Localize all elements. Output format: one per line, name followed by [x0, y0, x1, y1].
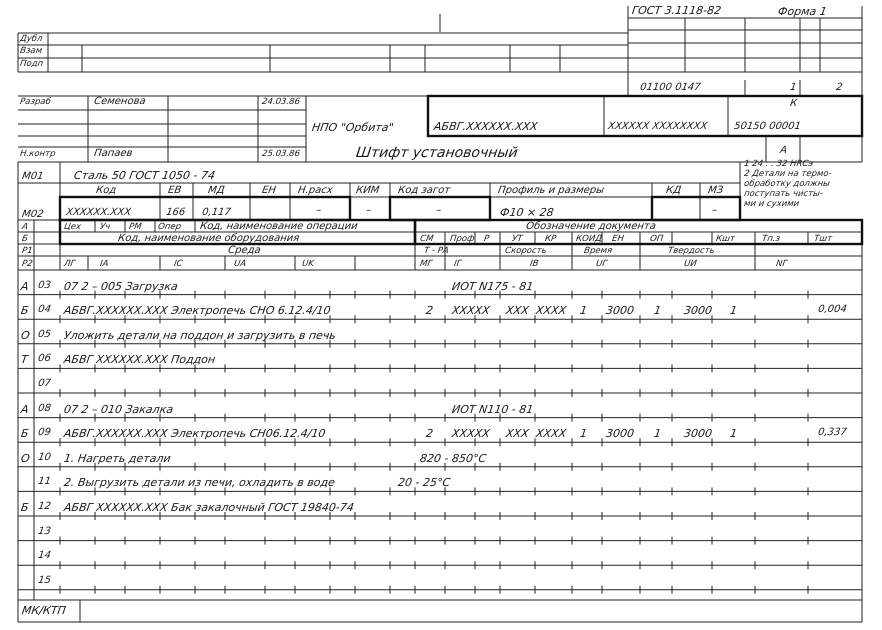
label-m02: М02: [21, 209, 45, 220]
hdr-ui: UИ: [683, 259, 698, 269]
row-text: 07 2 – 005 Загрузка: [63, 279, 179, 293]
row-value: 3000: [683, 304, 713, 318]
row-value: 3000: [605, 304, 635, 318]
hdr-ng: NГ: [775, 259, 788, 269]
row-number: 07: [37, 378, 52, 389]
material-md: 0,117: [201, 207, 232, 218]
normcontrol-name: Папаев: [93, 148, 134, 159]
hdr-ev: ЕВ: [167, 185, 183, 196]
hdr-r: Р: [483, 234, 490, 244]
part-title: Штифт установочный: [354, 145, 519, 161]
row-number: 13: [37, 525, 52, 537]
note-4: поступать чисты-: [743, 189, 824, 199]
row-value: 1: [653, 304, 662, 318]
hdr-koid: КОИД: [575, 234, 603, 244]
row-number: 03: [37, 279, 52, 291]
note-2: 2 Детали на термо-: [743, 169, 833, 179]
label-dubl: Дубл: [19, 34, 44, 44]
row-doc: ИОТ N175 - 81: [451, 279, 535, 293]
row-text: 2. Выгрузить детали из печи, охладить в воде: [63, 476, 336, 490]
row-type: О: [20, 328, 31, 342]
hdr-mg: МГ: [419, 259, 433, 269]
note-3: обработку должны: [743, 179, 831, 189]
row-value: XXX: [505, 304, 530, 318]
row-number: 12: [37, 501, 52, 512]
row-value: XXXX: [535, 427, 568, 441]
letter-a: А: [779, 145, 788, 156]
row-number: 14: [37, 550, 52, 562]
row-extra: 820 - 850°С: [419, 451, 488, 465]
hdr-kod: Код: [95, 185, 117, 196]
developer-name: Семенова: [93, 96, 147, 107]
row-number: 15: [37, 574, 52, 586]
hdr-t-ra: Т - РА: [423, 246, 450, 256]
hdr-doc-designation: Обозначение документа: [525, 221, 657, 232]
hdr-speed: Скорость: [504, 246, 548, 256]
doc-designation: АБВГ.XXXXXX.XXX: [433, 120, 539, 133]
row-text: Уложить детали на поддон и загрузить в печь: [63, 328, 337, 342]
row-value: XXXXX: [451, 427, 491, 441]
hdr-ceh: Цех: [63, 222, 82, 232]
row-number: 09: [37, 427, 52, 439]
footer-label: МК/КТП: [21, 604, 67, 617]
hdr-hardness: Твердость: [667, 246, 716, 256]
row-value: 2: [425, 304, 434, 318]
hdr-kr: КР: [544, 234, 557, 244]
row-value: XXXX: [535, 304, 568, 318]
note-1: 1 24 . . 32 HRCэ: [743, 159, 814, 169]
row-text: 07 2 – 010 Закалка: [63, 402, 174, 416]
row-number: 10: [37, 451, 52, 463]
row-type: Б: [20, 304, 30, 318]
row-extra: 20 - 25°С: [397, 476, 452, 490]
material-text: Сталь 50 ГОСТ 1050 - 74: [73, 169, 216, 182]
hdr-uch: Уч: [99, 222, 111, 232]
hdr-en2: ЕН: [611, 234, 625, 244]
hdr-md: МД: [207, 185, 226, 196]
hdr-prof: Проф: [449, 234, 476, 244]
material-profile: Ф10 × 28: [499, 206, 555, 219]
hdr-time: Время: [583, 246, 613, 256]
row-value: 1: [729, 427, 738, 441]
row-value: 3000: [605, 427, 635, 441]
label-developer: Разраб: [19, 97, 52, 107]
product-code: 50150 00001: [733, 121, 802, 132]
material-kim: –: [365, 205, 372, 216]
hdr-operation-name: Код, наименование операции: [199, 221, 359, 232]
row-p1-label: Р1: [21, 246, 34, 256]
form-number: Форма 1: [777, 5, 828, 18]
normcontrol-date: 25.03.86: [261, 149, 301, 159]
label-vzam: Взам: [19, 46, 43, 56]
row-type: А: [20, 279, 30, 293]
developer-date: 24.03.86: [261, 97, 301, 107]
row-number: 05: [37, 328, 52, 340]
row-value: XXXXX: [451, 304, 491, 318]
hdr-ib: IB: [529, 259, 540, 269]
hdr-ia: IA: [99, 259, 110, 269]
label-normcontrol: Н.контр: [19, 149, 57, 159]
row-doc: ИОТ N110 - 81: [451, 402, 535, 416]
material-mz: –: [711, 205, 718, 216]
row-value: 1: [579, 304, 588, 318]
hdr-ua: UA: [233, 259, 247, 269]
hdr-profile: Профиль и размеры: [497, 185, 605, 196]
row-tsht: 0,337: [817, 427, 848, 439]
label-podp: Подп: [19, 59, 44, 69]
doc-code: 01100 0147: [639, 82, 702, 93]
hdr-nrash: Н.расх: [297, 185, 334, 196]
row-type: Б: [20, 427, 30, 441]
row-type: А: [20, 402, 30, 416]
row-type: Т: [20, 353, 29, 367]
row-text: АБВГ.XXXXXX.XXX Электропечь СНО 6.12.4/10: [63, 304, 332, 318]
row-number: 11: [37, 476, 52, 488]
row-number: 08: [37, 402, 52, 414]
row-value: 1: [579, 427, 588, 441]
row-text: 1. Нагреть детали: [63, 451, 172, 465]
hdr-ut: УТ: [511, 234, 524, 244]
label-m01: М01: [21, 171, 45, 182]
hdr-kd: КД: [665, 185, 682, 196]
hdr-oper: Опер: [157, 222, 182, 232]
hdr-en: ЕН: [261, 185, 277, 196]
hdr-uk: UK: [301, 259, 315, 269]
row-text: АБВГ.XXXXXX.XXX Электропечь СН06.12.4/10: [63, 427, 327, 441]
material-code: XXXXXX.XXX: [65, 207, 132, 218]
gost-standard: ГОСТ 3.1118-82: [631, 4, 723, 17]
hdr-mz: МЗ: [707, 185, 724, 196]
material-zagot: –: [435, 205, 442, 216]
hdr-tpz: Тп.з: [761, 234, 781, 244]
row-number: 04: [37, 304, 52, 316]
hdr-tsht: Тшт: [813, 234, 833, 244]
row-tsht: 0,004: [817, 304, 848, 316]
row-type: О: [20, 451, 31, 465]
note-5: ми и сухими: [743, 199, 800, 209]
row-value: 2: [425, 427, 434, 441]
row-value: 1: [653, 427, 662, 441]
row-p2-label: Р2: [21, 259, 34, 269]
hdr-ic: IC: [173, 259, 184, 269]
row-value: 3000: [683, 427, 713, 441]
hdr-kim: КИМ: [355, 185, 381, 196]
hdr-sreda: Среда: [227, 245, 262, 256]
material-nrash: –: [315, 205, 322, 216]
hdr-lg: ЛГ: [63, 259, 76, 269]
sheet-number: 2: [835, 82, 844, 93]
row-value: XXX: [505, 427, 530, 441]
material-ev: 166: [165, 207, 186, 218]
organization: НПО "Орбита": [311, 121, 395, 134]
row-text: АБВГ XXXXXX.XXX Поддон: [63, 353, 217, 367]
row-value: 1: [729, 304, 738, 318]
hdr-kod-zagot: Код загот: [397, 185, 451, 196]
hdr-equipment: Код, наименование оборудования: [117, 233, 301, 244]
hdr-kasht: Кшт: [715, 234, 736, 244]
hdr-op: ОП: [649, 234, 664, 244]
letter-k: К: [789, 98, 798, 109]
row-a-label: А: [21, 222, 29, 232]
hdr-sm: СМ: [419, 234, 435, 244]
sheets-count: 1: [789, 82, 798, 93]
row-number: 06: [37, 353, 52, 365]
part-code: XXXXXX XXXXXXXX: [607, 121, 708, 132]
hdr-ug: UГ: [595, 259, 608, 269]
hdr-ig: IГ: [453, 259, 462, 269]
row-text: АБВГ XXXXXX.XXX Бак закалочный ГОСТ 19840-74: [63, 501, 355, 514]
hdr-rm: РМ: [128, 222, 143, 232]
row-type: Б: [20, 501, 30, 514]
row-b-label: Б: [21, 234, 29, 244]
